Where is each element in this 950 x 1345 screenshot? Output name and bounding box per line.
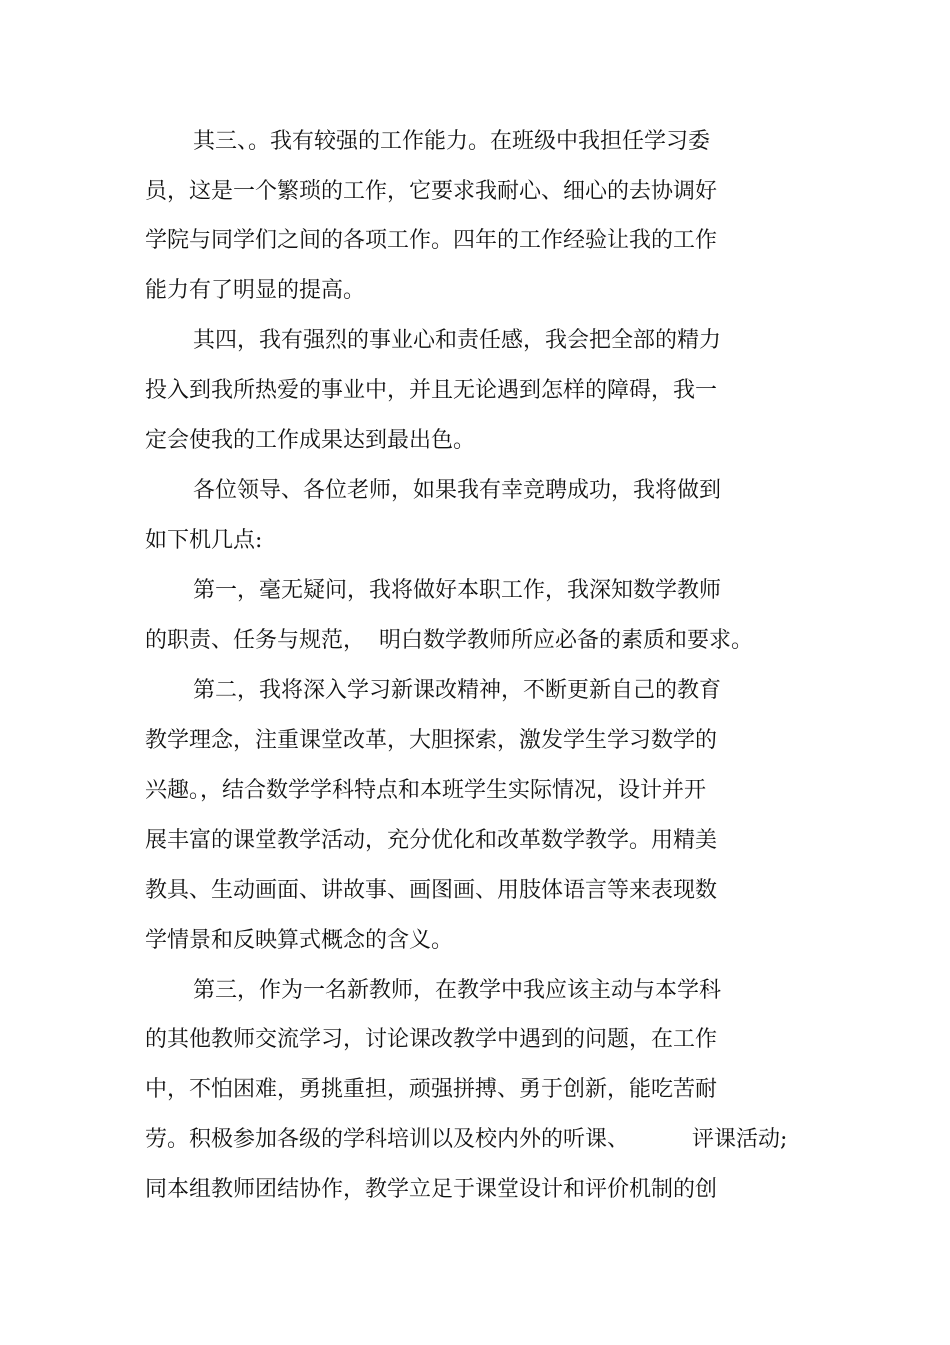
paragraph-line: 中，不怕困难，勇挑重担，顽强拼搏、勇于创新，能吃苦耐 — [145, 1077, 718, 1102]
paragraph-line: 其三、。我有较强的工作能力。在班级中我担任学习委 — [193, 129, 711, 154]
paragraph-line: 第三，作为一名新教师，在教学中我应该主动与本学科 — [193, 978, 722, 1003]
paragraph-line: 学院与同学们之间的各项工作。四年的工作经验让我的工作 — [145, 228, 718, 253]
paragraph-line: 投入到我所热爱的事业中，并且无论遇到怎样的障碍，我一 — [145, 378, 718, 403]
paragraph-line: 各位领导、各位老师，如果我有幸竞聘成功，我将做到 — [193, 478, 722, 503]
paragraph-line: 定会使我的工作成果达到最出色。 — [145, 428, 476, 453]
paragraph-line: 如下机几点: — [145, 528, 263, 553]
paragraph-line: 教具、生动画面、讲故事、画图画、用肢体语言等来表现数 — [145, 878, 718, 903]
paragraph-line: 其四，我有强烈的事业心和责任感，我会把全部的精力 — [193, 328, 722, 353]
paragraph-line: 的职责、任务与规范， 明白数学教师所应必备的素质和要求。 — [145, 628, 753, 653]
paragraph-line: 兴趣。，结合数学学科特点和本班学生实际情况，设计并开 — [145, 778, 707, 803]
paragraph-line: 能力有了明显的提高。 — [145, 278, 366, 303]
paragraph-line: 教学理念，注重课堂改革，大胆探索，激发学生学习数学的 — [145, 728, 718, 753]
paragraph-line: 第二，我将深入学习新课改精神，不断更新自己的教育 — [193, 678, 722, 703]
paragraph-line: 学情景和反映算式概念的含义。 — [145, 928, 454, 953]
paragraph-line: 展丰富的课堂教学活动，充分优化和改革数学教学。用精美 — [145, 828, 718, 853]
paragraph-line: 的其他教师交流学习，讨论课改教学中遇到的问题，在工作 — [145, 1027, 718, 1052]
paragraph-line-fragment: 评课活动; — [692, 1127, 788, 1152]
paragraph-line: 劳。积极参加各级的学科培训以及校内外的听课、 — [145, 1127, 630, 1152]
paragraph-line: 第一，毫无疑问，我将做好本职工作，我深知数学教师 — [193, 578, 722, 603]
paragraph-line: 员，这是一个繁琐的工作，它要求我耐心、细心的去协调好 — [145, 179, 718, 204]
paragraph-line: 同本组教师团结协作，教学立足于课堂设计和评价机制的创 — [145, 1177, 718, 1202]
